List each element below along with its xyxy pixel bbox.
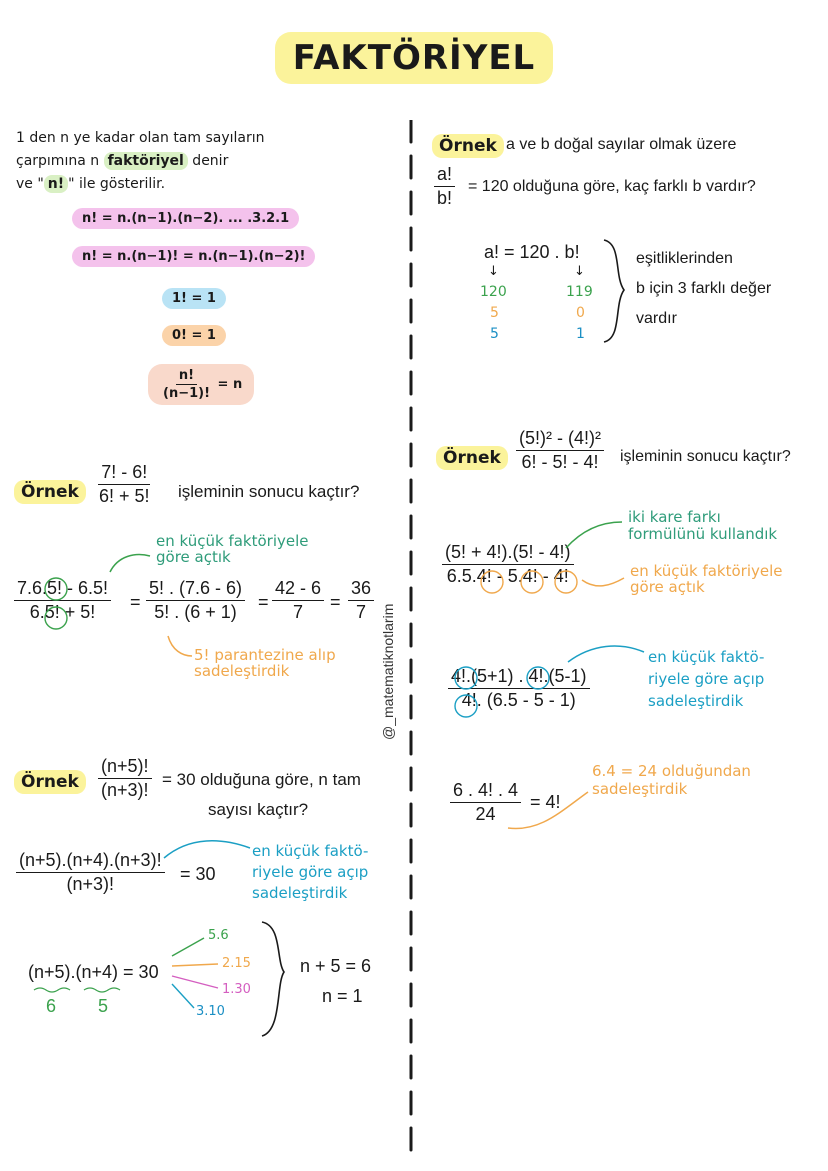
example-1-note-bottom-1: 5! parantezine alıp [194, 646, 336, 664]
example-2-step-1-rhs: = 30 [180, 864, 216, 884]
example-2-note-3: sadeleştirdik [252, 884, 348, 902]
arrow-opt-3 [172, 976, 218, 988]
watermark: @_matematiknotlarim [380, 603, 396, 740]
example-3-note-1: eşitliklerinden [636, 250, 733, 267]
example-4-question: $\frac{\text{(5!)² - (4!)²}}{6! - 5! - 4!}$ [516, 428, 604, 473]
arrow-opt-2 [172, 964, 218, 966]
example-2-label: Örnek [14, 770, 86, 794]
arrow-opt-1 [172, 938, 204, 956]
example-1-eq-1: = [130, 592, 141, 612]
example-3-question-text: = 120 olduğuna göre, kaç farklı b vardır? [468, 178, 756, 195]
example-2-question-text-1: = 30 olduğuna göre, n tam [162, 770, 361, 789]
example-2-option-1: 5.6 [208, 928, 229, 943]
arrow-ex1-orange [168, 636, 192, 656]
example-1-question: $\frac{7! - 6!}{6! + 5!}$ [99, 462, 150, 506]
intro-line-2: çarpımına n faktöriyel denir [16, 153, 229, 169]
example-2-question-text-2: sayısı kaçtır? [208, 800, 309, 819]
example-4-note-d-2: sadeleştirdik [592, 780, 688, 798]
arrow-ex2-blue [164, 841, 250, 858]
example-4-label: Örnek [436, 446, 508, 470]
example-4-note-d-1: 6.4 = 24 olduğundan [592, 762, 751, 780]
example-1-step-1: $\frac{7.6.5! - 6.5!}{6.5! + 5!}$ [14, 578, 111, 623]
circle-ex4-a [481, 571, 503, 593]
example-4-step-3: $\frac{6 . 4! . 4}{24}$ [450, 780, 521, 825]
arrow-ex4-green [566, 522, 622, 548]
example-3-b-value-1: 119 [566, 284, 593, 300]
example-3-step-1: a! = 120 . b! [484, 242, 580, 262]
arrow-opt-4 [172, 984, 194, 1008]
example-4-note-b-2: göre açtık [630, 578, 705, 596]
example-4-step-1: $\frac{(5! + 4!).(5! - 4!)}{6.5.4! - 5.4! - 4!}$ [442, 542, 574, 587]
intro-line-1: 1 den n ye kadar olan tam sayıların [16, 130, 265, 146]
example-2-result-1: n + 5 = 6 [300, 956, 372, 976]
example-3-a-value-2: 5 [490, 305, 499, 321]
example-2-step-1: $\frac{(n+5).(n+4).(n+3)!}{(n+3)!}$ [16, 850, 165, 895]
example-2-question: $\frac{(n+5)!}{(n+3)!}$ [98, 756, 152, 801]
circle-ex4-b [521, 571, 543, 593]
example-3-arrow-b: ↓ [574, 264, 585, 279]
circle-ex4-c [555, 571, 577, 593]
example-2-option-2: 2.15 [222, 956, 251, 971]
example-1-step-3: $\frac{42 - 6}{7}$ [272, 578, 324, 623]
example-2-step-2: (n+5).(n+4) = 30 [28, 962, 159, 982]
example-2-under-a: 6 [46, 996, 57, 1016]
example-4-note-c-3: sadeleştirdik [648, 692, 744, 710]
underline-ex2-b [84, 988, 120, 992]
example-1-step-2: $\frac{5! . (7.6 - 6)}{5! . (6 + 1)}$ [146, 578, 245, 623]
example-1-note-top-2: göre açtık [156, 548, 231, 566]
circle-ex4-f [455, 695, 477, 717]
circle-ex4-e [527, 667, 549, 689]
example-2-option-4: 3.10 [196, 1004, 225, 1019]
page-title: FAKTÖRİYEL [0, 32, 828, 84]
example-3-label: Örnek [432, 134, 504, 158]
example-4-note-b-1: en küçük faktöriyele [630, 562, 783, 580]
example-4-note-c-1: en küçük faktö- [648, 648, 765, 666]
arrow-ex4-blue [568, 646, 644, 662]
example-3-question: $\frac{a!}{b!}$ [434, 164, 455, 209]
arrow-ex4-orange [582, 578, 624, 586]
example-3-b-value-3: 1 [576, 326, 585, 342]
example-3-a-value-3: 5 [490, 326, 499, 342]
example-3-a-value-1: 120 [480, 284, 507, 300]
example-2-result-2: n = 1 [322, 986, 363, 1006]
example-2-option-3: 1.30 [222, 982, 251, 997]
highlight-n-factorial: n! [44, 175, 68, 193]
example-3-question-pre: a ve b doğal sayılar olmak üzere [506, 136, 737, 153]
underline-ex2-a [34, 988, 70, 992]
formula-definition: n! = n.(n−1).(n−2). ... .3.2.1 [72, 208, 299, 229]
example-4-note-a-1: iki kare farkı [628, 508, 721, 526]
example-2-note-2: riyele göre açıp [252, 863, 369, 881]
example-1-step-4: $\frac{36}{7}$ [348, 578, 374, 623]
arrow-ex1-green [110, 555, 150, 572]
highlight-faktoriyel: faktöriyel [104, 152, 188, 170]
example-1-eq-3: = [330, 592, 341, 612]
example-2-under-b: 5 [98, 996, 109, 1016]
example-1-label: Örnek [14, 480, 86, 504]
example-3-arrow-a: ↓ [488, 264, 499, 279]
circle-ex1-a [45, 578, 67, 600]
formula-zero-factorial: 0! = 1 [162, 325, 226, 346]
example-4-question-text: işleminin sonucu kaçtır? [620, 448, 791, 465]
formula-ratio: $\frac{n!}{(n-1)!}$ = n [148, 364, 254, 405]
example-1-question-text: işleminin sonucu kaçtır? [178, 482, 360, 501]
circle-ex4-d [455, 667, 477, 689]
example-4-note-c-2: riyele göre açıp [648, 670, 765, 688]
example-1-note-top-1: en küçük faktöriyele [156, 532, 309, 550]
example-3-note-2: b için 3 farklı değer [636, 280, 772, 297]
example-4-step-2: $\frac{4!.(5+1) . 4!.(5-1)}{4!. (6.5 - 5 - 1)}$ [448, 666, 590, 711]
formula-one-factorial: 1! = 1 [162, 288, 226, 309]
example-2-note-1: en küçük faktö- [252, 842, 369, 860]
example-3-b-value-2: 0 [576, 305, 585, 321]
formula-recursive: n! = n.(n−1)! = n.(n−1).(n−2)! [72, 246, 315, 267]
arrow-ex4-orange-2 [508, 792, 588, 829]
example-4-note-a-2: formülünü kullandık [628, 525, 778, 543]
example-4-step-3-rhs: = 4! [530, 792, 561, 812]
example-3-note-3: vardır [636, 310, 677, 327]
brace-ex3 [604, 240, 624, 342]
intro-line-3: ve " n! " ile gösterilir. [16, 176, 166, 192]
example-1-eq-2: = [258, 592, 269, 612]
circle-ex1-b [45, 607, 67, 629]
example-1-note-bottom-2: sadeleştirdik [194, 662, 290, 680]
brace-ex2 [262, 922, 284, 1036]
